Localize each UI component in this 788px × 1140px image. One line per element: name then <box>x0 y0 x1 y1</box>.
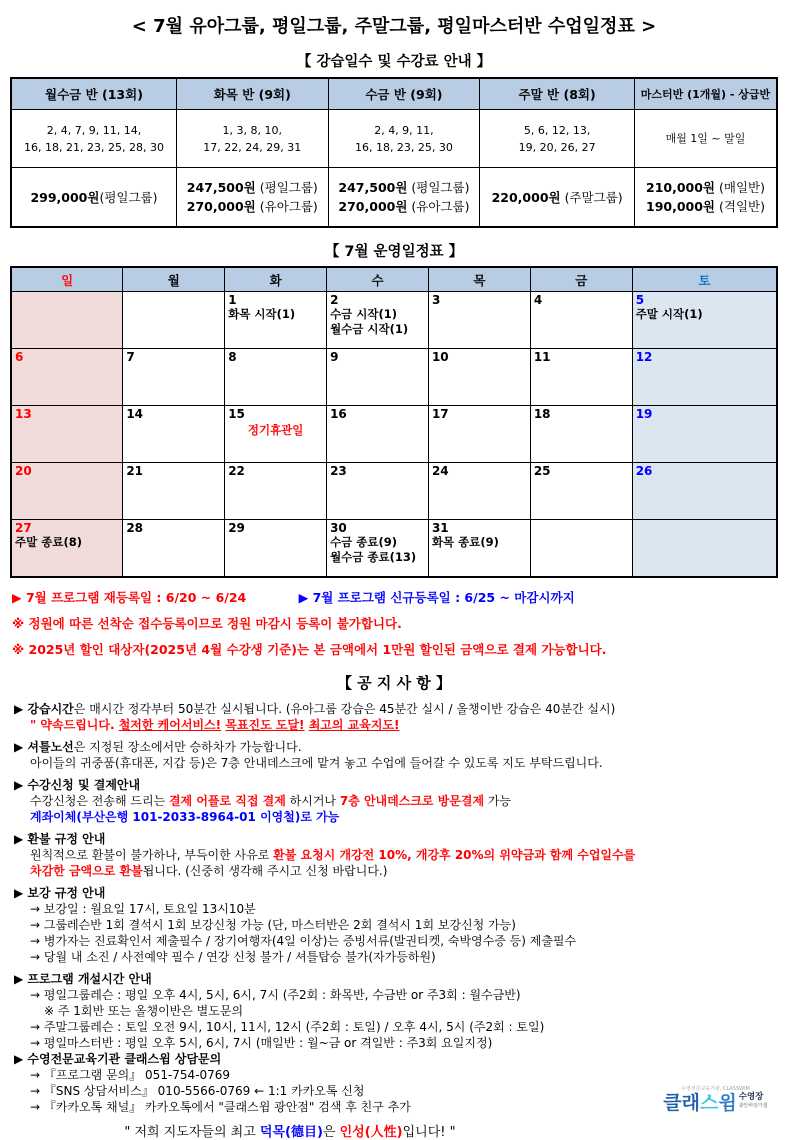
calendar-event: 주말 시작(1) <box>635 307 703 321</box>
notice-line <box>0 809 788 825</box>
page-title: < 7월 유아그룹, 평일그룹, 주말그룹, 평일마스터반 수업일정표 > <box>131 16 657 37</box>
calendar-day-cell <box>530 349 632 406</box>
notice-line <box>0 1051 788 1067</box>
price-label: (격일반) <box>715 199 765 214</box>
notice-text: 수강신청 및 결제안내 <box>27 778 141 792</box>
classwim-logo <box>653 1086 778 1114</box>
calendar-day-cell <box>11 406 123 463</box>
notice-text: " 약속드립니다. <box>30 718 119 732</box>
calendar-day-cell <box>428 292 530 349</box>
notice-section-title: 【 공 지 사 항 】 <box>336 674 452 692</box>
price-label: (평일그룹) <box>99 189 158 205</box>
fee-col-header: 마스터반 (1개월) - 상급반 <box>634 78 777 110</box>
notice-text: 은 매시간 정각부터 50분간 실시됩니다. (유아그룹 강습은 45분간 실시 / 올챙이반 강습은 40분간 실시) <box>73 702 616 716</box>
calendar-day-cell <box>327 349 429 406</box>
price-label: (유아그룹) <box>407 199 470 214</box>
fee-dates-cell: 2, 4, 7, 9, 11, 14, 16, 18, 21, 23, 25, 28, 30 <box>11 110 176 168</box>
calendar-day-number: 22 <box>228 464 245 478</box>
notice-line <box>0 739 788 755</box>
calendar-day-number: 14 <box>126 407 144 421</box>
calendar-day-cell <box>123 520 225 578</box>
calendar-event: 수금 시작(1) <box>330 307 398 321</box>
calendar-day-number: 3 <box>431 293 441 307</box>
notice-line <box>0 933 788 949</box>
notice-line <box>0 901 788 917</box>
fee-col-header: 주말 반 (8회) <box>480 78 635 110</box>
fee-price-cell <box>634 168 777 228</box>
calendar-day-header: 화 <box>225 267 327 292</box>
notice-text: 셔틀노선 <box>27 740 74 754</box>
price-amount: 220,000원 <box>491 189 561 205</box>
registration-note: ※ 정원에 따른 선착순 접수등록이므로 정원 마감시 등록이 불가합니다. <box>12 616 402 631</box>
calendar-day-number: 6 <box>15 350 24 364</box>
calendar-week-row <box>11 520 777 578</box>
notice-text: 수영전문교육기관 클래스윔 상담문의 <box>27 1052 222 1066</box>
discount-note: ※ 2025년 할인 대상자(2025년 4월 수강생 기준)는 본 금액에서 1만원 할인된 금액으로 결제 가능합니다. <box>12 642 607 657</box>
calendar-day-number: 23 <box>330 464 347 478</box>
price-label: (평일그룹) <box>255 180 318 195</box>
calendar-day-number: 20 <box>15 464 32 478</box>
notice-list <box>0 701 788 1115</box>
calendar-day-header: 월 <box>123 267 225 292</box>
notice-text: ▶ <box>14 778 28 792</box>
calendar-day-cell <box>123 349 225 406</box>
calendar-day-number: 30 <box>330 521 347 535</box>
price-label: (평일그룹) <box>407 180 470 195</box>
calendar-week-row <box>11 292 777 349</box>
notice-line <box>0 831 788 847</box>
calendar-day-header: 금 <box>530 267 632 292</box>
fee-table <box>10 77 778 228</box>
fee-section-title: 【 강습일수 및 수강료 안내 】 <box>296 54 492 70</box>
footer-quote-part: 덕목(德目) <box>259 1125 323 1140</box>
calendar-day-cell <box>530 463 632 520</box>
logo-wordmark-part: 클래 <box>663 1092 700 1114</box>
fee-dates-row <box>11 110 777 168</box>
notice-line <box>0 1035 788 1051</box>
notice-text: 아이들의 귀중품(휴대폰, 지갑 등)은 7층 안내데스크에 맡겨 놓고 수업에 들어갈 수 있도록 지도 부탁드립니다. <box>30 756 603 770</box>
notice-text: 목표진도 도달! <box>225 718 305 732</box>
notice-text: ▶ <box>14 1052 28 1066</box>
calendar-day-number: 24 <box>431 464 449 478</box>
calendar-section-title: 【 7월 운영일정표 】 <box>324 244 464 260</box>
fee-dates-cell: 매월 1일 ~ 말일 <box>634 110 777 168</box>
notice-line <box>0 1019 788 1035</box>
footer-quote-part: " 저희 지도자들의 최고 <box>124 1125 260 1140</box>
notice-text: 철저한 케어서비스! <box>118 718 222 732</box>
price-amount: 270,000원 <box>186 199 256 214</box>
notice-text: 됩니다. (신중히 생각해 주시고 신청 바랍니다.) <box>142 864 388 878</box>
calendar-day-header: 목 <box>428 267 530 292</box>
calendar-day-number: 19 <box>635 407 653 421</box>
logo-wordmark <box>653 1093 778 1114</box>
footer-quote-part: 은 <box>322 1125 340 1140</box>
fee-price-cell <box>328 168 480 228</box>
calendar-table <box>10 266 778 578</box>
notice-line <box>0 701 788 717</box>
calendar-day-cell <box>428 463 530 520</box>
notice-line <box>0 863 788 879</box>
calendar-day-cell <box>11 520 123 578</box>
calendar-week-row <box>11 463 777 520</box>
price-amount: 247,500원 <box>338 180 408 195</box>
new-enroll-period: ▶ 7월 프로그램 신규등록일 : 6/25 ~ 마감시까지 <box>298 590 575 605</box>
calendar-day-number: 9 <box>330 350 339 364</box>
notice-text: 7층 안내데스크로 방문결제 <box>339 794 485 808</box>
logo-wordmark-part: 스 <box>700 1092 719 1114</box>
fee-price-cell <box>480 168 635 228</box>
calendar-day-number: 2 <box>330 293 339 307</box>
calendar-day-cell <box>327 463 429 520</box>
calendar-day-number: 25 <box>533 464 551 478</box>
calendar-day-cell <box>530 520 632 578</box>
calendar-day-number: 27 <box>15 521 32 535</box>
notice-text: 환불 요청시 개강전 10%, 개강후 20%의 위약금과 함께 수업일수를 <box>273 848 636 862</box>
notice-text: 계좌이체(부산은행 101-2033-8964-01 이영철)로 가능 <box>30 810 340 824</box>
calendar-day-cell <box>428 349 530 406</box>
calendar-day-number: 1 <box>228 293 237 307</box>
calendar-day-cell <box>123 463 225 520</box>
notice-text: → 평일그룹레슨 : 평일 오후 4시, 5시, 6시, 7시 (주2회 : 화목반, 수금반 or 주3회 : 월수금반) <box>30 988 521 1002</box>
notice-line <box>0 847 788 863</box>
logo-branch: 광안바닷가점 <box>738 1103 768 1109</box>
calendar-day-cell <box>530 406 632 463</box>
calendar-week-row <box>11 349 777 406</box>
notice-text: → 『SNS 상담서비스』 010-5566-0769 ← 1:1 카카오톡 신청 <box>30 1084 365 1098</box>
calendar-event: 월수금 시작(1) <box>330 322 409 336</box>
notice-text: → 병가자는 진료확인서 제출필수 / 장기여행자(4일 이상)는 증빙서류(발권티켓, 숙박영수증 등) 제출필수 <box>30 934 577 948</box>
calendar-day-cell <box>428 406 530 463</box>
notice-text: 수강신청은 전송해 드리는 <box>30 794 169 808</box>
calendar-day-cell <box>632 292 777 349</box>
calendar-day-cell <box>11 463 123 520</box>
price-label: (주말그룹) <box>560 189 623 205</box>
calendar-day-cell <box>632 406 777 463</box>
fee-header-row <box>11 78 777 110</box>
notice-text: 강습시간 <box>27 702 74 716</box>
notice-line <box>0 777 788 793</box>
price-label: (유아그룹) <box>255 199 318 214</box>
calendar-event: 화목 종료(9) <box>431 535 499 549</box>
notice-text: ▶ <box>14 832 28 846</box>
notice-line <box>0 1067 788 1083</box>
calendar-day-number: 5 <box>635 293 645 307</box>
calendar-day-cell <box>428 520 530 578</box>
calendar-day-number: 29 <box>228 521 245 535</box>
calendar-event: 화목 시작(1) <box>228 307 296 321</box>
calendar-day-cell <box>225 520 327 578</box>
notice-line <box>0 1003 788 1019</box>
calendar-day-cell <box>11 292 123 349</box>
notice-line <box>0 755 788 771</box>
calendar-day-cell <box>225 349 327 406</box>
calendar-day-number: 12 <box>635 350 653 364</box>
logo-side-label: 수영장 <box>738 1092 764 1102</box>
notice-text: 은 지정된 장소에서만 승하차가 가능합니다. <box>73 740 302 754</box>
calendar-event: 주말 종료(8) <box>15 535 82 549</box>
calendar-day-cell <box>632 349 777 406</box>
notice-text: ※ 주 1회반 또는 올챙이반은 별도문의 <box>44 1004 244 1018</box>
calendar-day-number: 31 <box>431 521 449 535</box>
calendar-day-number: 7 <box>126 350 135 364</box>
notice-text: ▶ <box>14 886 28 900</box>
fee-dates-cell: 2, 4, 9, 11, 16, 18, 23, 25, 30 <box>328 110 480 168</box>
notice-line <box>0 971 788 987</box>
calendar-event: 정기휴관일 <box>247 423 304 437</box>
calendar-day-cell <box>632 463 777 520</box>
notice-text: 원칙적으로 환불이 불가하나, 부득이한 사유로 <box>30 848 274 862</box>
notice-text: 차감한 금액으로 환불 <box>30 864 143 878</box>
notice-text: → 그룹레슨반 1회 결석시 1회 보강신청 가능 (단, 마스터반은 2회 결석시 1회 보강신청 가능) <box>30 918 516 932</box>
calendar-day-cell <box>632 520 777 578</box>
calendar-day-header: 수 <box>327 267 429 292</box>
notice-line <box>0 949 788 965</box>
fee-col-header: 수금 반 (9회) <box>328 78 480 110</box>
price-label: (매일반) <box>715 180 765 195</box>
price-amount: 247,500원 <box>186 180 256 195</box>
calendar-day-cell <box>225 463 327 520</box>
notice-text: → 평일마스터반 : 평일 오후 5시, 6시, 7시 (매일반 : 월~금 or 격일반 : 주3회 요일지정) <box>30 1036 493 1050</box>
notice-text: → 주말그룹레슨 : 토일 오전 9시, 10시, 11시, 12시 (주2회 : 토일) / 오후 4시, 5시 (주2회 : 토일) <box>30 1020 545 1034</box>
calendar-day-number: 28 <box>126 521 144 535</box>
notice-line <box>0 793 788 809</box>
logo-wordmark-part: 윔 <box>718 1092 737 1114</box>
re-enroll-period: ▶ 7월 프로그램 재등록일 : 6/20 ~ 6/24 <box>12 590 247 605</box>
notice-text: → 당월 내 소진 / 사전예약 필수 / 연강 신청 불가 / 셔틀탑승 불가(자가등하원) <box>30 950 436 964</box>
fee-dates-cell: 5, 6, 12, 13, 19, 20, 26, 27 <box>480 110 635 168</box>
calendar-day-number: 15 <box>228 407 245 421</box>
fee-dates-cell: 1, 3, 8, 10, 17, 22, 24, 29, 31 <box>176 110 328 168</box>
notice-text: ▶ <box>14 702 28 716</box>
calendar-day-header: 토 <box>632 267 777 292</box>
footer-quote <box>30 1121 550 1140</box>
calendar-day-number: 18 <box>533 407 551 421</box>
notice-text: 보강 규정 안내 <box>27 886 106 900</box>
notice-text: 최고의 교육지도! <box>308 718 400 732</box>
notice-text: → 『프로그램 문의』 051-754-0769 <box>30 1068 231 1082</box>
calendar-event: 월수금 종료(13) <box>330 550 417 564</box>
notice-text: 프로그램 개설시간 안내 <box>27 972 152 986</box>
calendar-day-number: 26 <box>635 464 653 478</box>
calendar-day-number: 16 <box>330 407 347 421</box>
notice-text: ▶ <box>14 740 28 754</box>
calendar-day-cell <box>327 292 429 349</box>
calendar-week-row <box>11 406 777 463</box>
footer-quote-part: 인성(人性) <box>339 1125 403 1140</box>
fee-price-cell <box>11 168 176 228</box>
notice-text: 가능 <box>484 794 512 808</box>
calendar-day-cell <box>123 292 225 349</box>
notice-text: 환불 규정 안내 <box>27 832 106 846</box>
price-amount: 299,000원 <box>30 189 100 205</box>
calendar-day-number: 17 <box>431 407 449 421</box>
calendar-day-number: 10 <box>431 350 449 364</box>
calendar-day-number: 4 <box>533 293 543 307</box>
price-amount: 210,000원 <box>646 180 716 195</box>
notice-line <box>0 717 788 733</box>
notice-text: ▶ <box>14 972 28 986</box>
calendar-day-cell <box>225 292 327 349</box>
notice-text: 결제 어플로 직접 결제 <box>168 794 286 808</box>
fee-price-cell <box>176 168 328 228</box>
notice-line <box>0 987 788 1003</box>
calendar-event: 수금 종료(9) <box>330 535 398 549</box>
calendar-header-row <box>11 267 777 292</box>
calendar-day-number: 21 <box>126 464 144 478</box>
calendar-day-header: 일 <box>11 267 123 292</box>
calendar-day-cell <box>327 520 429 578</box>
fee-col-header: 월수금 반 (13회) <box>11 78 176 110</box>
notice-line <box>0 917 788 933</box>
notice-line <box>0 885 788 901</box>
calendar-day-cell <box>123 406 225 463</box>
calendar-day-number: 11 <box>533 350 551 364</box>
calendar-day-cell <box>327 406 429 463</box>
calendar-day-cell <box>530 292 632 349</box>
logo-tagline: 수영전문교육기관, CLASSWIM <box>681 1086 750 1092</box>
notice-text: → 『카카오톡 채널』 카카오톡에서 "클래스윔 광안점" 검색 후 친구 추가 <box>30 1100 411 1114</box>
fee-price-row <box>11 168 777 228</box>
price-amount: 190,000원 <box>646 199 716 214</box>
calendar-day-cell <box>11 349 123 406</box>
notice-text: → 보강일 : 월요일 17시, 토요일 13시10분 <box>30 902 256 916</box>
footer-quote-part: 입니다! " <box>402 1125 456 1140</box>
calendar-day-number: 13 <box>15 407 32 421</box>
calendar-day-cell <box>225 406 327 463</box>
fee-col-header: 화목 반 (9회) <box>176 78 328 110</box>
calendar-day-number: 8 <box>228 350 237 364</box>
price-amount: 270,000원 <box>338 199 408 214</box>
notice-text: 하시거나 <box>285 794 340 808</box>
registration-dates <box>12 588 788 606</box>
